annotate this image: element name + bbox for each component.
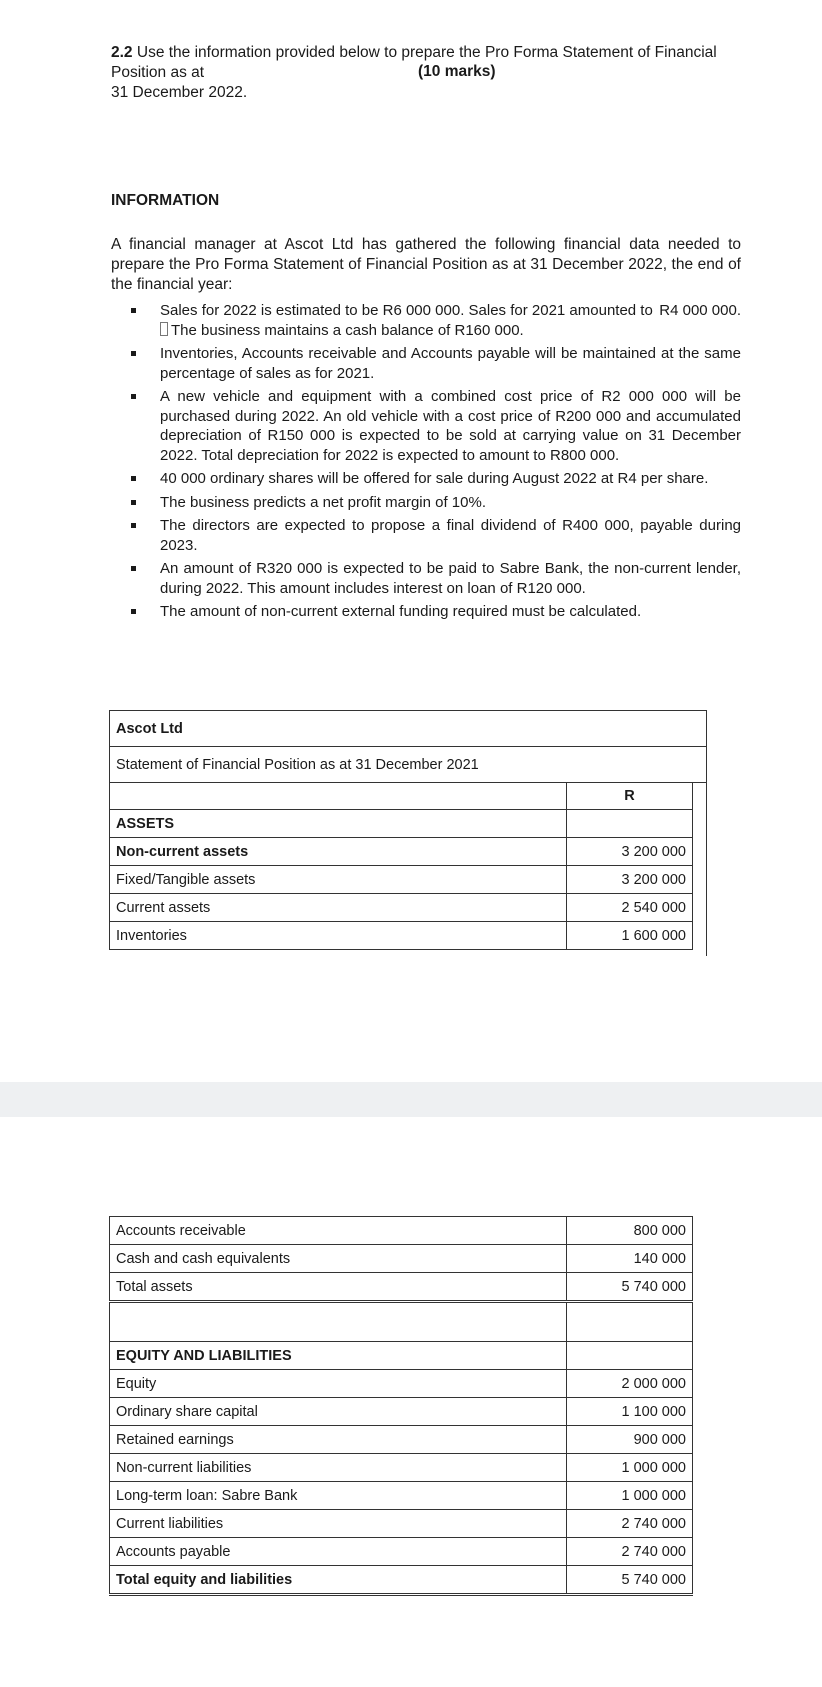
row-value: 900 000 xyxy=(567,1426,693,1454)
table-row xyxy=(110,1482,693,1510)
bullet-icon xyxy=(131,394,136,399)
row-value: 2 540 000 xyxy=(567,894,693,922)
row-value: 1 000 000 xyxy=(567,1482,693,1510)
bullet-icon xyxy=(131,476,136,481)
assets-table-part2 xyxy=(109,1216,693,1596)
bullet-icon xyxy=(131,609,136,614)
table-row xyxy=(110,1273,693,1302)
bullet-icon xyxy=(131,500,136,505)
table-row xyxy=(110,894,693,922)
page-2 xyxy=(0,1117,822,1687)
empty-cell xyxy=(567,810,693,838)
row-value: 3 200 000 xyxy=(567,866,693,894)
list-item xyxy=(131,493,741,513)
bullet-icon xyxy=(131,351,136,356)
table-edge-line xyxy=(706,782,707,956)
row-label: Total assets xyxy=(110,1273,567,1302)
bullet-text: Inventories, Accounts receivable and Accounts payable will be maintained at the same percentage of sales as for 2021. xyxy=(160,345,741,382)
row-label: Non-current assets xyxy=(110,838,567,866)
empty-cell xyxy=(110,1302,567,1342)
bullet-text: The amount of non-current external funding required must be calculated. xyxy=(160,603,642,620)
question-body: Use the information provided below to prepare the Pro Forma Statement of Financial Position as at xyxy=(111,44,717,81)
table-row xyxy=(110,1510,693,1538)
row-label: Cash and cash equivalents xyxy=(110,1245,567,1273)
list-item xyxy=(131,469,741,489)
company-name: Ascot Ltd xyxy=(110,711,707,747)
bullet-icon xyxy=(131,566,136,571)
list-item xyxy=(131,387,741,465)
question-marks: (10 marks) xyxy=(418,63,496,80)
bullet-icon xyxy=(131,308,136,313)
row-label: Retained earnings xyxy=(110,1426,567,1454)
table-row xyxy=(110,1566,693,1595)
row-value: 800 000 xyxy=(567,1217,693,1245)
row-label: Total equity and liabilities xyxy=(110,1566,567,1595)
row-label: Ordinary share capital xyxy=(110,1398,567,1426)
row-label: Fixed/Tangible assets xyxy=(110,866,567,894)
row-label: Non-current liabilities xyxy=(110,1454,567,1482)
row-label: Current assets xyxy=(110,894,567,922)
information-list xyxy=(131,301,741,626)
bullet-text-c: The business maintains a cash balance of R160 000. xyxy=(171,321,524,339)
assets-table-part1 xyxy=(109,782,693,950)
bullet-text: An amount of R320 000 is expected to be paid to Sabre Bank, the non-current lender, during 2022. This amount includes interest on loan of R120 000. xyxy=(160,560,741,597)
row-value: 1 000 000 xyxy=(567,1454,693,1482)
list-item xyxy=(131,516,741,555)
row-value: 2 740 000 xyxy=(567,1538,693,1566)
bullet-icon xyxy=(131,523,136,528)
table-row xyxy=(110,1370,693,1398)
equity-heading: EQUITY AND LIABILITIES xyxy=(110,1342,567,1370)
empty-cell xyxy=(567,1342,693,1370)
table-row xyxy=(110,866,693,894)
statement-title: Statement of Financial Position as at 31 December 2021 xyxy=(110,747,707,783)
row-label: Long-term loan: Sabre Bank xyxy=(110,1482,567,1510)
table-row xyxy=(110,1538,693,1566)
row-value: 2 740 000 xyxy=(567,1510,693,1538)
question-date: 31 December 2022. xyxy=(111,84,248,101)
empty-cell xyxy=(110,783,567,810)
bullet-text: A new vehicle and equipment with a combined cost price of R2 000 000 will be purchased during 2022. An old vehicle with a cost price of R200 000 and accumulated depreciation of R150 000 is expected to be sold at carrying value on 31 December 2022. Total depreciation for 2022 is expected to amount to R800 000. xyxy=(160,388,741,464)
table-row xyxy=(110,1426,693,1454)
table-row xyxy=(110,838,693,866)
table-row xyxy=(110,1217,693,1245)
row-label: Inventories xyxy=(110,922,567,950)
row-value: 3 200 000 xyxy=(567,838,693,866)
information-heading: INFORMATION xyxy=(111,192,220,209)
row-label: Current liabilities xyxy=(110,1510,567,1538)
table-row xyxy=(110,1398,693,1426)
information-intro: A financial manager at Ascot Ltd has gathered the following financial data needed to prepare the Pro Forma Statement of Financial Position as at 31 December 2022, the end of the financial year: xyxy=(111,236,741,293)
row-label: Equity xyxy=(110,1370,567,1398)
row-value: 140 000 xyxy=(567,1245,693,1273)
row-value: 2 000 000 xyxy=(567,1370,693,1398)
bullet-text: The business predicts a net profit margin of 10%. xyxy=(160,493,487,511)
row-value: 1 600 000 xyxy=(567,922,693,950)
empty-cell xyxy=(567,1302,693,1342)
statement-header-table xyxy=(109,710,707,783)
row-value: 5 740 000 xyxy=(567,1566,693,1595)
list-item xyxy=(131,344,741,383)
table-row xyxy=(110,922,693,950)
table-row xyxy=(110,1454,693,1482)
missing-glyph-icon xyxy=(160,322,168,336)
list-item xyxy=(131,602,741,622)
row-value: 1 100 000 xyxy=(567,1398,693,1426)
question-number: 2.2 xyxy=(111,44,133,61)
bullet-text: The directors are expected to propose a final dividend of R400 000, payable during 2023. xyxy=(160,517,741,554)
currency-header: R xyxy=(567,783,693,810)
bullet-text-b: R4 000 000. xyxy=(659,302,741,319)
row-label: Accounts receivable xyxy=(110,1217,567,1245)
assets-heading: ASSETS xyxy=(110,810,567,838)
page-gap xyxy=(0,1082,822,1117)
row-label: Accounts payable xyxy=(110,1538,567,1566)
list-item xyxy=(131,559,741,598)
table-row xyxy=(110,1245,693,1273)
row-value: 5 740 000 xyxy=(567,1273,693,1302)
bullet-text: 40 000 ordinary shares will be offered for sale during August 2022 at R4 per share. xyxy=(160,470,709,487)
list-item xyxy=(131,301,741,340)
bullet-text-a: Sales for 2022 is estimated to be R6 000 000. Sales for 2021 amounted to xyxy=(160,302,653,319)
